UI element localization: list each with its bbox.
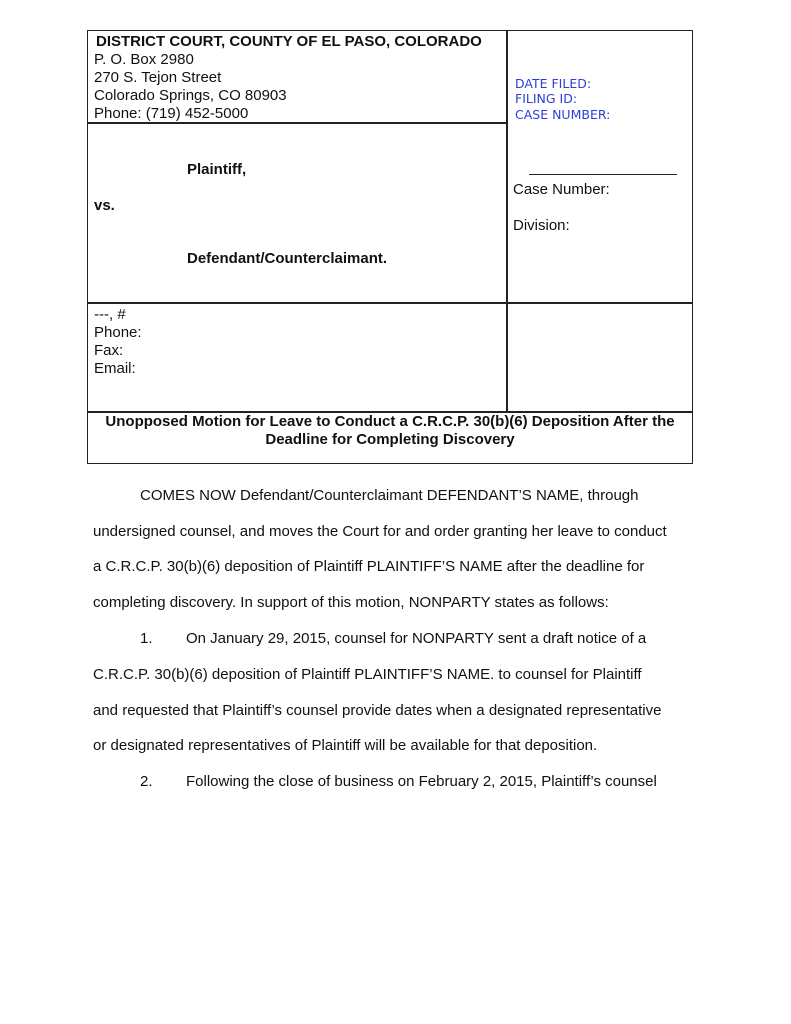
intro-line-1: COMES NOW Defendant/Counterclaimant DEFENDANT’S NAME, through bbox=[140, 487, 639, 504]
court-use-blank-line bbox=[529, 174, 677, 175]
paragraph-1-line-2: C.R.C.P. 30(b)(6) deposition of Plaintiff PLAINTIFF’S NAME. to counsel for Plaintiff bbox=[93, 666, 642, 683]
plaintiff-label: Plaintiff, bbox=[187, 161, 247, 178]
attorney-phone: Phone: bbox=[94, 324, 142, 341]
date-filed-label: DATE FILED: bbox=[515, 76, 592, 91]
case-number-stamp-label: CASE NUMBER: bbox=[515, 107, 611, 122]
court-name: DISTRICT COURT, COUNTY OF EL PASO, COLORADO bbox=[96, 33, 482, 50]
case-caption bbox=[87, 30, 693, 464]
intro-line-3: a C.R.C.P. 30(b)(6) deposition of Plaintiff PLAINTIFF’S NAME after the deadline for bbox=[93, 558, 645, 575]
court-city: Colorado Springs, CO 80903 bbox=[94, 87, 287, 104]
motion-title bbox=[88, 413, 692, 449]
paragraph-1-line-1: On January 29, 2015, counsel for NONPARTY sent a draft notice of a bbox=[186, 630, 647, 647]
paragraph-1-line-3: and requested that Plaintiff’s counsel provide dates when a designated representative bbox=[93, 702, 662, 719]
court-street: 270 S. Tejon Street bbox=[94, 69, 222, 86]
attorney-email: Email: bbox=[94, 360, 136, 377]
filing-id-label: FILING ID: bbox=[515, 91, 578, 106]
paragraph-2-number: 2. bbox=[140, 773, 153, 790]
division-label: Division: bbox=[513, 217, 570, 234]
attorney-name: ---, # bbox=[94, 306, 126, 323]
defendant-label: Defendant/Counterclaimant. bbox=[187, 250, 388, 267]
motion-title-line-2: Deadline for Completing Discovery bbox=[265, 431, 515, 448]
intro-line-4: completing discovery. In support of this motion, NONPARTY states as follows: bbox=[93, 594, 609, 611]
attorney-fax: Fax: bbox=[94, 342, 124, 359]
court-po-box: P. O. Box 2980 bbox=[94, 51, 194, 68]
motion-title-line-1: Unopposed Motion for Leave to Conduct a C.R.C.P. 30(b)(6) Deposition After the bbox=[105, 413, 675, 430]
intro-line-2: undersigned counsel, and moves the Court for and order granting her leave to conduct bbox=[93, 523, 667, 540]
vs-label: vs. bbox=[94, 197, 115, 214]
case-number-label: Case Number: bbox=[513, 181, 610, 198]
caption-divider-vertical bbox=[506, 31, 508, 412]
caption-divider-parties bbox=[88, 302, 692, 304]
paragraph-2-line-1: Following the close of business on February 2, 2015, Plaintiff’s counsel bbox=[186, 773, 657, 790]
paragraph-1-number: 1. bbox=[140, 630, 153, 647]
court-phone: Phone: (719) 452-5000 bbox=[94, 105, 249, 122]
paragraph-1-line-4: or designated representatives of Plaintiff will be available for that deposition. bbox=[93, 737, 598, 754]
